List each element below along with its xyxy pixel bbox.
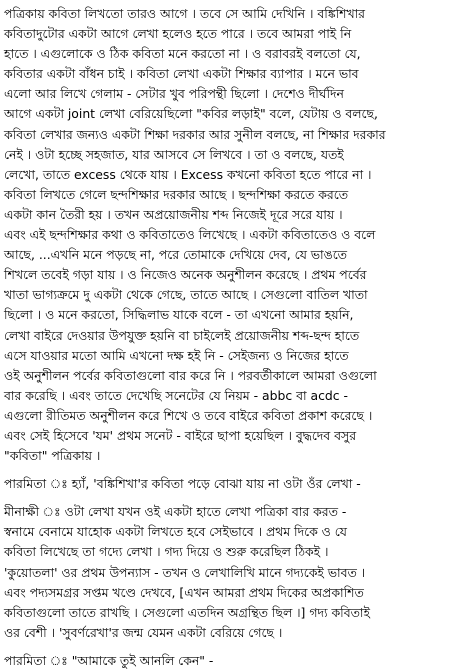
paramita-question [4, 474, 452, 494]
paragraph-continuation [4, 4, 452, 466]
paramita-question [4, 651, 452, 671]
text-line: ওর বেশী । 'সুবর্ণরেখা'র জন্ম যেমন একটা বেরিয়ে গেছে । [4, 624, 283, 640]
text-line: এসে যাওয়ার মতো আমি এখনো দক্ষ হই নি - সেইজন্য ও নিজের হাতে [4, 347, 349, 363]
text-line: এবং পদ্যসমগ্রর সপ্তম খণ্ডে দেখবে, [এখন আমরা প্রথম দিকের অপ্রকাশিত [4, 584, 364, 600]
text-line: পারমিতা ঃ হ্যাঁ, 'বঙ্কিশিখা'র কবিতা পড়ে বোঝা যায় না ওটা ওঁর লেখা - [4, 476, 361, 492]
text-line: 'কুয়োতলা' ওর প্রথম উপন্যাস - তখন ও লেখালিখি মানে গদ্যকেই ভাবত । [4, 564, 366, 580]
text-line: এবং সেই হিসেবে 'যম' প্রথম সনেট - বাইরে ছাপা হয়েছিল । বুদ্ধদেব বসুর [4, 427, 357, 443]
text-line: বার করেছি । এবং তাতে দেখেছি সনেটের যে নিয়ম - abbc বা acdc - [4, 387, 349, 403]
text-line: এগুলো রীতিমত অনুশীলন করে শিখে ও তবে বাইরে কবিতা প্রকাশ করেছে । [4, 407, 373, 423]
text-line: ছিলো । ও মনে করতো, সিদ্ধিলাভ যাকে বলে - তা এখনো আমার হয়নি, [4, 307, 354, 323]
text-line: লেখা বাইরে দেওয়ার উপযুক্ত হয়নি বা চাইলেই প্রয়োজনীয় শব্দ-ছন্দ হাতে [4, 327, 360, 343]
text-line: পারমিতা ঃ "আমাকে তুই আনলি কেন" - [4, 652, 214, 668]
text-line: হাতে । এগুলোকে ও ঠিক কবিতা মনে করতো না । ও বরাবরই বলতো যে, [4, 46, 361, 62]
text-line: লেখো, তাতে excess থেকে যায় । Excess কখনো কবিতা হতে পারে না । [4, 166, 372, 182]
text-line: আগে একটা joint লেখা বেরিয়েছিলো "কবির লড়াই" বলে, যেটায় ও বলছে, [4, 106, 378, 122]
text-line: এলো আর লিখে গেলাম - সেটার খুব পরিপন্থী ছিলো । দেশেও দীর্ঘদিন [4, 86, 344, 102]
text-line: "কবিতা" পত্রিকায় । [4, 448, 101, 464]
text-line: কবিতাগুলো তাতে রাখছি । সেগুলো এতদিন অগ্রন্থিত ছিল ।] গদ্য কবিতাই [4, 604, 370, 620]
paragraph-spacer [4, 643, 452, 651]
text-line: ওই অনুশীলন পর্বের কবিতাগুলো বার করে নি । পরবর্তীকালে আমরা ওগুলো [4, 367, 377, 383]
text-line: কবিতার একটা বাঁধন চাই । কবিতা লেখা একটা শিক্ষার ব্যাপার । মনে ভাব [4, 66, 359, 82]
text-line: আছে, ...এখনি মনে পড়ছে না, পরে তোমাকে দেখিয়ে দেব, যে ভাঙতে [4, 247, 347, 263]
text-line: কবিতা লিখতে গেলে ছন্দশিক্ষার দরকার আছে । ছন্দশিক্ষা করতে করতে [4, 186, 349, 202]
text-line: কবিতা লিখেছে তা গদ্যে লেখা । গদ্য দিয়ে ও শুরু করেছিল ঠিকই । [4, 544, 329, 560]
text-line: স্বনামে বেনামে যাহোক একটা লিখতে হবে সেইভাবে । প্রথম দিকে ও যে [4, 524, 347, 540]
text-line: পত্রিকায় কবিতা লিখতো তারও আগে । তবে সে আমি দেখিনি । বঙ্কিশিখার [4, 6, 366, 21]
text-line: মীনাক্ষী ঃ ওটা লেখা যখন ওই একটা হাতে লেখা পত্রিকা বার করত - [4, 504, 347, 520]
text-line: নেই । ওটা হচ্ছে সহজাত, যার আসবে সে লিখবে । তা ও বলছে, যতই [4, 146, 344, 162]
text-line: শিখলে তবেই গড়া যায় । ও নিজেও অনেক অনুশীলন করেছে । প্রথম পর্বের [4, 267, 367, 283]
text-line: কবিতা লেখার জন্যও একটা শিক্ষা দরকার আর সুনীল বলছে, না শিক্ষার দরকার [4, 126, 386, 142]
text-line: একটা কান তৈরী হয় । তখন অপ্রয়োজনীয় শব্দ নিজেই দূরে সরে যায় । [4, 206, 343, 222]
paragraph-spacer [4, 466, 452, 474]
paragraph-spacer [4, 494, 452, 502]
text-line: এবং এই ছন্দশিক্ষার কথা ও কবিতাতেও লিখেছে । একটা কবিতাতেও ও বলে [4, 227, 376, 243]
text-line: খাতা ভাগ্যক্রমে দু একটা থেকে গেছে, তাতে আছে । সেগুলো বাতিল খাতা [4, 287, 368, 303]
minakshi-answer [4, 502, 452, 643]
text-line: কবিতাদুটোর একটা আগে লেখা হলেও হতে পারে । তবে আমরা পাই নি [4, 26, 352, 42]
